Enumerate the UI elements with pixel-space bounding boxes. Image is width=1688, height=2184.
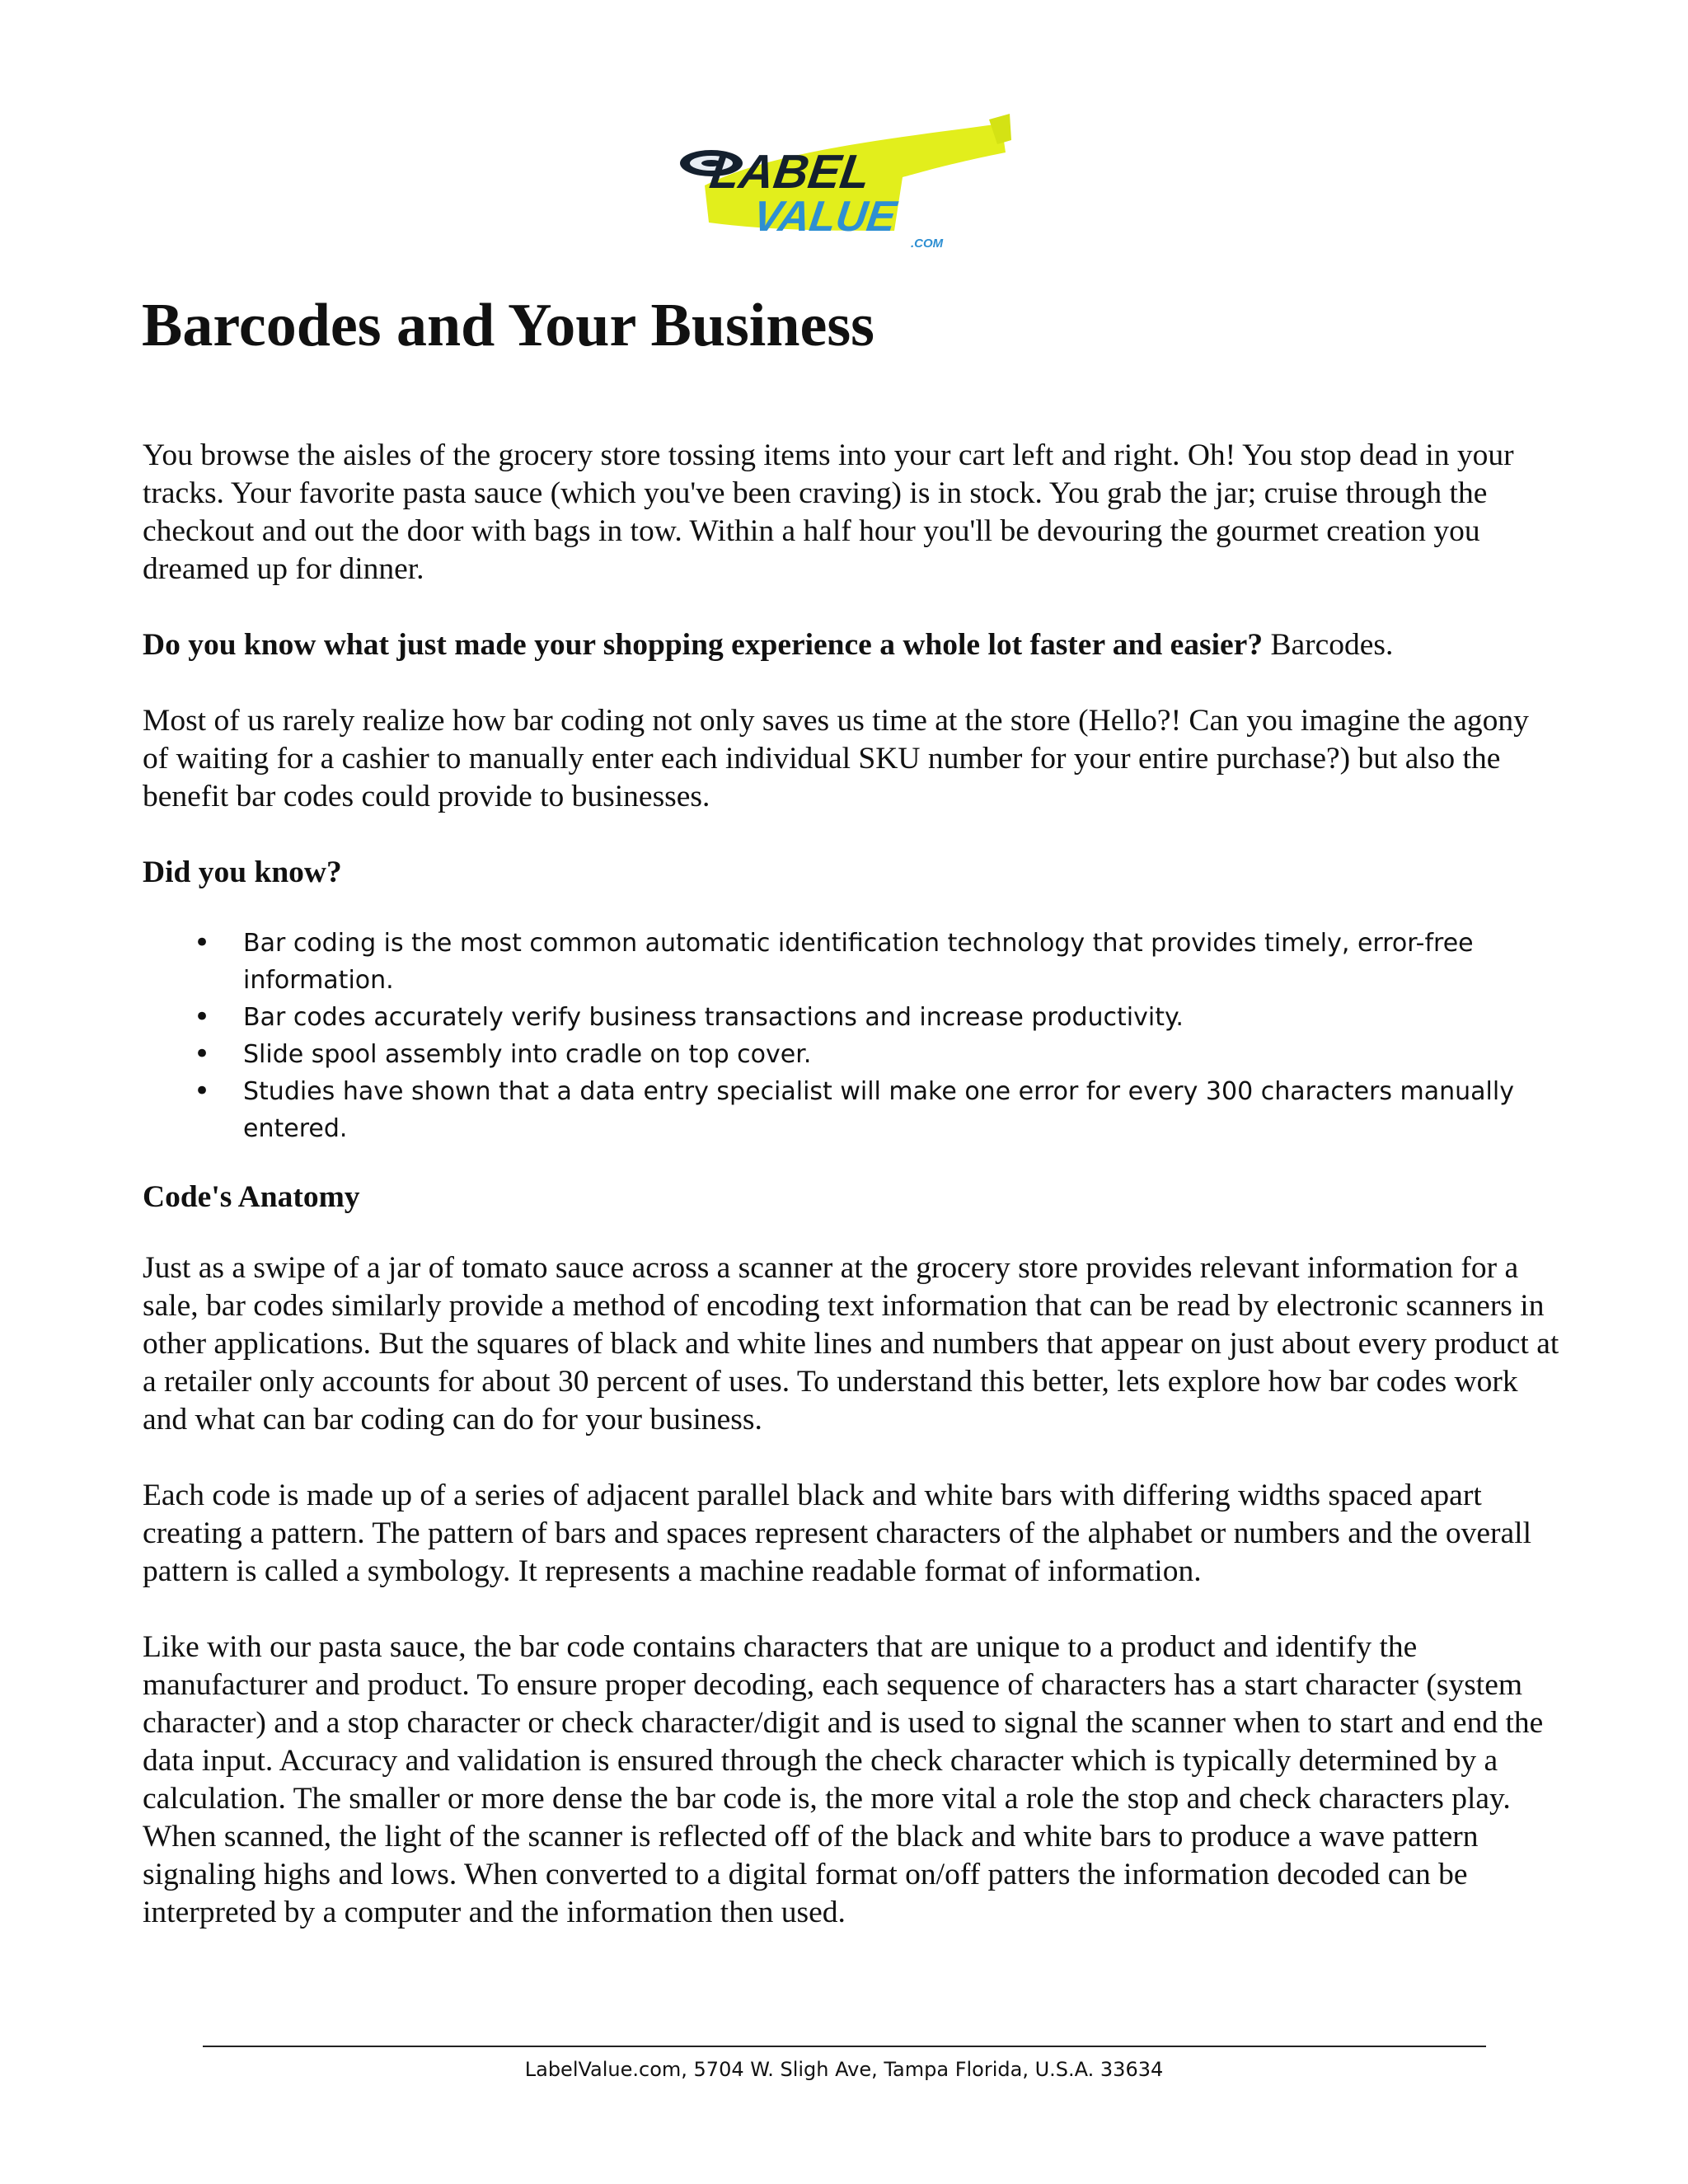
list-item: • Studies have shown that a data entry specialist will make one error for every 300 characters manually entered. <box>243 1073 1560 1147</box>
did-you-know-heading: Did you know? <box>143 855 342 889</box>
list-item: • Slide spool assembly into cradle on top cover. <box>243 1036 1560 1073</box>
logo-line2: VALUE <box>750 193 899 241</box>
footer-address: LabelValue.com, 5704 W. Sligh Ave, Tampa Florida, U.S.A. 33634 <box>524 2058 1164 2081</box>
logo-line1: LABEL <box>706 145 874 199</box>
question-paragraph <box>143 626 1560 664</box>
anatomy-paragraph: Like with our pasta sauce, the bar code contains characters that are unique to a product and identify the manufacturer and product. To ensure proper decoding, each sequence of characters has a start character (system character) and a stop character or check character/digit and is used to signal the scanner when to start and end the data input. Accuracy and validation is ensured through the check character which is typically determined by a calculation. The smaller or more dense the bar code is, the more vital a role the stop and check characters play. When scanned, the light of the scanner is reflected off of the black and white bars to produce a wave pattern signaling highs and lows. When converted to a digital format on/off patters the information decoded can be interpreted by a computer and the information then used. <box>143 1630 1544 1929</box>
list-item: • Bar coding is the most common automatic identification technology that provides timely, error-free information. <box>243 925 1560 999</box>
anatomy-paragraph: Just as a swipe of a jar of tomato sauce across a scanner at the grocery store provides relevant information for a sale, bar codes similarly provide a method of encoding text information that can be read by electronic scanners in other applications. But the squares of black and white lines and numbers that appear on just about every product at a retailer only accounts for about 30 percent of uses. To understand this better, lets explore how bar codes work and what can bar coding can do for your business. <box>143 1251 1559 1436</box>
article-body <box>143 437 1560 1970</box>
question-bold: Do you know what just made your shopping experience a whole lot faster and easier? <box>143 628 1264 662</box>
intro-paragraph: You browse the aisles of the grocery store tossing items into your cart left and right. Oh! You stop dead in your tracks. Your favorite pasta sauce (which you've been craving) is in stock. You grab the jar; cruise through the checkout and out the door with bags in tow. Within a half hour you'll be devouring the gourmet creation you dreamed up for dinner. <box>143 438 1514 586</box>
did-you-know-list <box>143 925 1560 1147</box>
question-answer: Barcodes. <box>1263 628 1394 662</box>
anatomy-heading: Code's Anatomy <box>143 1180 360 1214</box>
list-item: • Bar codes accurately verify business transactions and increase productivity. <box>243 999 1560 1036</box>
labelvalue-logo <box>672 107 1018 255</box>
bar-coding-paragraph: Most of us rarely realize how bar coding not only saves us time at the store (Hello?! Can you imagine the agony of waiting for a cashier to manually enter each individual SKU number for your entire purchase?) but also the benefit bar codes could provide to businesses. <box>143 704 1529 813</box>
anatomy-paragraph: Each code is made up of a series of adjacent parallel black and white bars with differing widths spaced apart creating a pattern. The pattern of bars and spaces represent characters of the alphabet or numbers and the overall pattern is called a symbology. It represents a machine readable format of information. <box>143 1479 1532 1588</box>
page-title: Barcodes and Your Business <box>142 292 874 359</box>
footer-divider <box>203 2046 1486 2047</box>
logo-suffix: .COM <box>911 237 944 251</box>
